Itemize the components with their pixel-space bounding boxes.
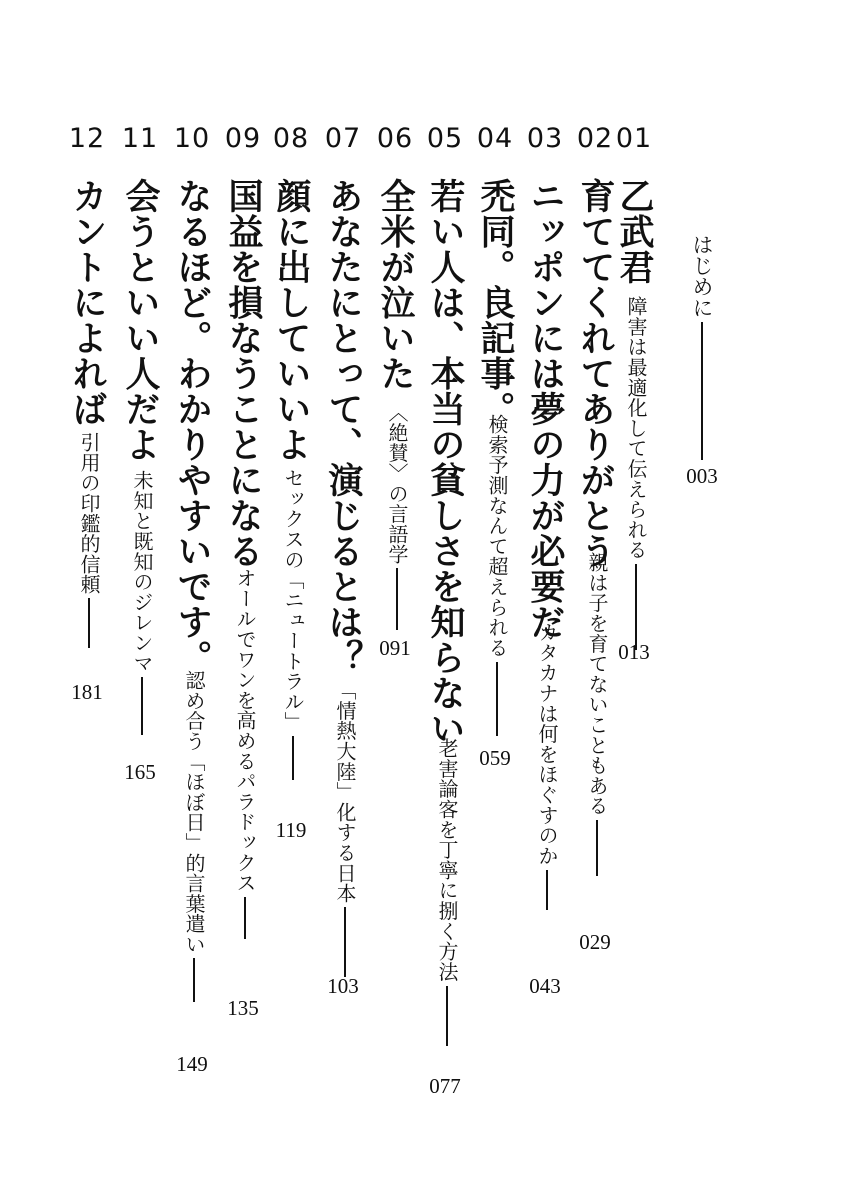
leader-line (701, 322, 703, 460)
chapter-title: 全米が泣いた (375, 178, 415, 391)
chapter-title: あなたにとって、演じるとは？ (323, 178, 363, 675)
chapter-entry-10[interactable] (167, 0, 217, 1198)
chapter-subtitle: 障害は最適化して伝えられる (624, 296, 648, 560)
chapter-subtitle-group (232, 568, 258, 939)
chapter-subtitle: 認め合う「ほぼ日」的言葉遣い (182, 670, 206, 955)
chapter-entry-03[interactable] (520, 0, 570, 1198)
chapter-page-number: 077 (429, 1074, 461, 1098)
chapter-subtitle-group (129, 470, 155, 735)
chapter-entry-09[interactable] (218, 0, 268, 1198)
chapter-subtitle-group (332, 680, 358, 977)
chapter-page-number: 091 (379, 636, 411, 660)
leader-line (193, 958, 195, 1002)
chapter-page-number: 165 (124, 760, 156, 784)
chapter-title: 若い人は、本当の貧しさを知らない (425, 178, 465, 746)
chapter-title: カントによれば (67, 178, 107, 427)
chapter-subtitle-group (384, 402, 410, 630)
chapter-number: 11 (121, 123, 159, 154)
chapter-number: 10 (173, 123, 211, 154)
chapter-title: 禿同。良記事。 (475, 178, 515, 427)
chapter-number: 06 (376, 123, 414, 154)
chapter-number: 01 (615, 123, 653, 154)
chapter-title: 乙武君 (614, 178, 654, 285)
chapter-entry-02[interactable] (570, 0, 620, 1198)
intro-label: はじめに (690, 234, 714, 318)
chapter-subtitle: カタカナは何をほぐすのか (535, 622, 559, 866)
leader-line (396, 568, 398, 630)
chapter-page-number: 135 (227, 996, 259, 1020)
chapter-number: 09 (224, 123, 262, 154)
chapter-subtitle: オールでワンを高めるパラドックス (233, 568, 257, 893)
chapter-entry-05[interactable] (420, 0, 470, 1198)
leader-line (88, 598, 90, 648)
chapter-title: 国益を損なうことになる (223, 178, 263, 569)
chapter-number: 12 (68, 123, 106, 154)
leader-line (496, 662, 498, 736)
chapter-title: なるほど。わかりやすいです。 (172, 178, 212, 675)
chapter-number: 07 (324, 123, 362, 154)
chapter-subtitle: 老害論客を丁寧に捌く方法 (435, 738, 459, 982)
leader-line (244, 897, 246, 939)
chapter-number: 02 (576, 123, 614, 154)
chapter-number: 03 (526, 123, 564, 154)
chapter-entry-06[interactable] (370, 0, 420, 1198)
chapter-entry-07[interactable] (318, 0, 368, 1198)
intro-page-number: 003 (686, 464, 718, 488)
leader-line (141, 677, 143, 735)
chapter-subtitle: 親は子を育てないこともある (585, 552, 609, 816)
chapter-page-number: 029 (579, 930, 611, 954)
chapter-page-number: 181 (71, 680, 103, 704)
chapter-subtitle-group (623, 296, 649, 650)
leader-line (292, 736, 294, 780)
chapter-entry-11[interactable] (115, 0, 165, 1198)
leader-line (446, 986, 448, 1046)
chapter-entry-08[interactable] (266, 0, 316, 1198)
chapter-title: 会うといい人だよ (120, 178, 160, 462)
chapter-number: 04 (476, 123, 514, 154)
chapter-number: 08 (272, 123, 310, 154)
chapter-entry-12[interactable] (62, 0, 112, 1198)
chapter-subtitle-group (434, 738, 460, 1046)
chapter-subtitle-group (181, 670, 207, 1002)
chapter-page-number: 059 (479, 746, 511, 770)
chapter-page-number: 119 (275, 818, 307, 842)
chapter-subtitle: 引用の印鑑的信頼 (77, 432, 101, 595)
chapter-page-number: 043 (529, 974, 561, 998)
leader-line (546, 870, 548, 910)
chapter-subtitle-group (76, 432, 102, 648)
chapter-entry-04[interactable] (470, 0, 520, 1198)
leader-line (596, 820, 598, 876)
chapter-subtitle: 未知と既知のジレンマ (130, 470, 154, 673)
chapter-title: ニッポンには夢の力が必要だ (525, 178, 565, 640)
chapter-subtitle: セックスの「ニュートラル」 (281, 468, 305, 732)
chapter-subtitle-group (484, 414, 510, 736)
leader-line (635, 564, 637, 650)
chapter-subtitle-group (280, 468, 306, 780)
chapter-page-number: 149 (176, 1052, 208, 1076)
chapter-subtitle-group (534, 622, 560, 910)
chapter-title: 顔に出していいよ (271, 178, 311, 462)
chapter-page-number: 103 (327, 974, 359, 998)
leader-line (344, 907, 346, 977)
chapter-subtitle: 「情熱大陸」化する日本 (333, 680, 357, 904)
chapter-subtitle-group (584, 552, 610, 876)
intro-entry[interactable] (682, 234, 722, 460)
chapter-title: 育ててくれてありがとう (575, 178, 615, 569)
chapter-number: 05 (426, 123, 464, 154)
chapter-page-number: 013 (618, 640, 650, 664)
chapter-subtitle: 検索予測なんて超えられる (485, 414, 509, 658)
chapter-subtitle: 〈絶賛〉の言語学 (385, 402, 409, 565)
